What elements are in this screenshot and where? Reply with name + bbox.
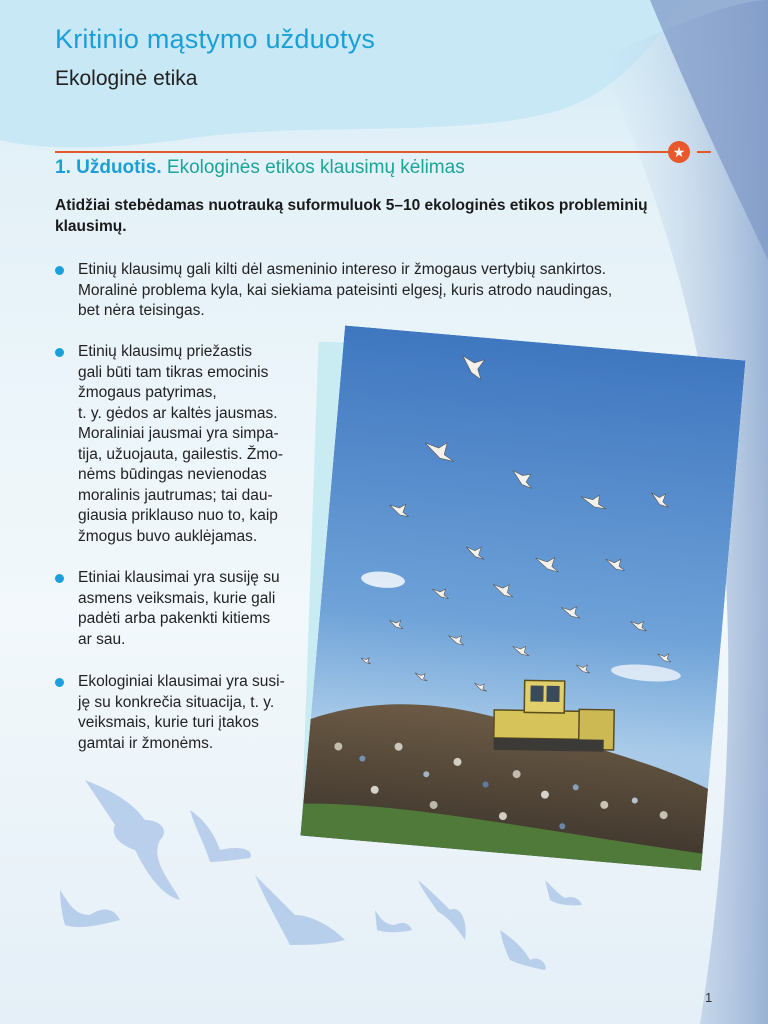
list-item-text: Ekologiniai klausimai yra susi- ję su konkrečia situacija, t. y. veiksmais, kurie turi įtakos gamtai ir žmonėms. [78, 673, 285, 752]
task-instruction: Atidžiai stebėdamas nuotrauką suformuluok 5–10 ekologinės etikos probleminių klausimų. [55, 197, 648, 235]
page-subtitle: Ekologinė etika [55, 67, 198, 90]
star-icon: ★ [668, 141, 690, 163]
page-title: Kritinio mąstymo užduotys [55, 24, 376, 54]
task-name: Ekologinės etikos klausimų kėlimas [166, 157, 465, 178]
bullet-icon [55, 348, 64, 357]
task-heading [55, 157, 465, 179]
list-item-text: Etiniai klausimai yra susiję su asmens veiksmais, kurie gali padėti arba pakenkti kitiems ar sau. [78, 569, 280, 648]
task-divider-end [697, 151, 711, 153]
list-item [55, 260, 695, 322]
list-item [55, 672, 315, 754]
task-number: 1. Užduotis. [55, 157, 162, 178]
task-divider [55, 151, 677, 153]
page-number: 1 [705, 990, 713, 1005]
landfill-photo [300, 325, 745, 870]
bullet-icon [55, 574, 64, 583]
bullet-icon [55, 678, 64, 687]
bullet-icon [55, 266, 64, 275]
list-item [55, 568, 315, 650]
list-item [55, 342, 315, 547]
list-item-text: Etinių klausimų gali kilti dėl asmeninio intereso ir žmogaus vertybių sankirtos. Moralinė problema kyla, kai siekiama pateisinti elgesį, kuris atrodo naudingas, bet nėra teisingas. [78, 261, 613, 319]
list-item-text: Etinių klausimų priežastis gali būti tam tikras emocinis žmogaus patyrimas, t. y. gėdos ar kaltės jausmas. Moraliniai jausmai yra simpa- tija, užuojauta, gailestis. Žmo- nėms būdingas nevienodas moralinis jautrumas; tai dau- giausia priklauso nuo to, kaip žmogus buvo auklėjamas. [78, 343, 284, 545]
